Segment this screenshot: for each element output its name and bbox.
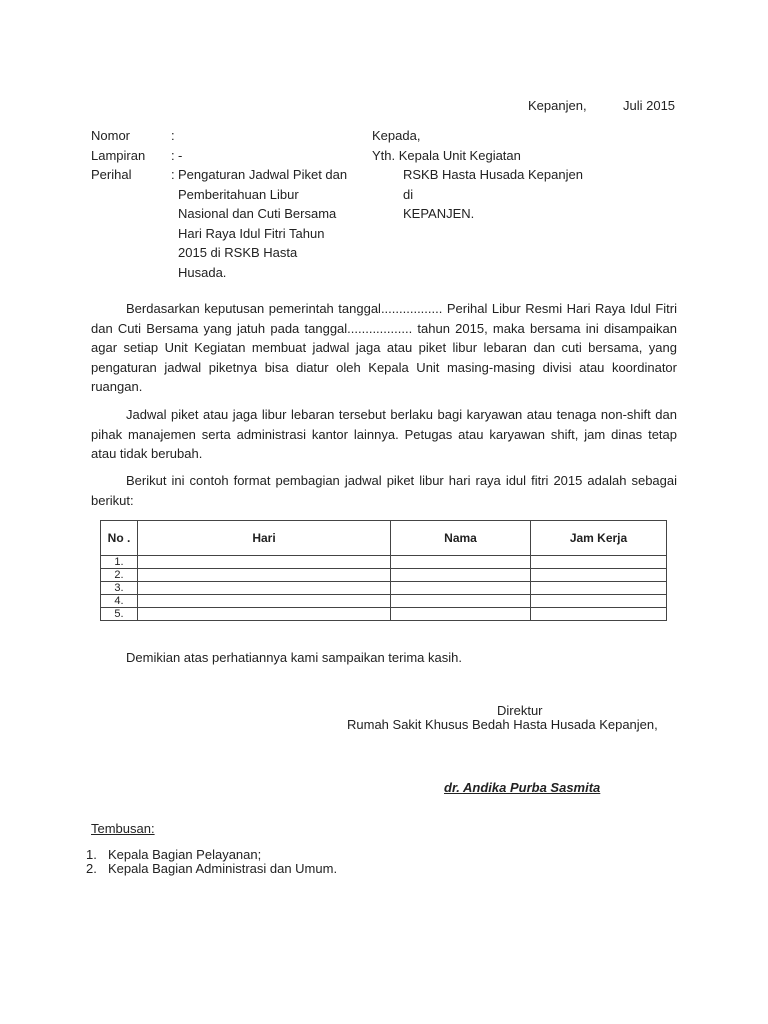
nama-cell — [391, 582, 531, 595]
hari-cell — [138, 569, 391, 582]
header-jam-kerja: Jam Kerja — [531, 521, 667, 556]
row-number: 3. — [101, 582, 138, 595]
hari-cell — [138, 595, 391, 608]
table-row — [101, 608, 667, 621]
tembusan-list — [86, 848, 337, 876]
paragraph-1: Berdasarkan keputusan pemerintah tanggal................. Perihal Libur Resmi Hari Raya Idul Fitri dan Cuti Bersama yang jatuh pada tanggal.................. tahun 2015, maka bersama ini disampaikan agar setiap Unit Kegiatan membuat jadwal jaga atau piket libur lebaran dan cuti bersama, yang pengaturan jadwal piketnya bisa diatur oleh Kepala Unit masing-masing divisi atau koordinator ruangan. — [91, 301, 677, 394]
item-number: 1. — [86, 847, 97, 862]
item-number: 2. — [86, 861, 97, 876]
lampiran-label: Lampiran — [91, 147, 146, 163]
item-text: Kepala Bagian Administrasi dan Umum. — [108, 861, 338, 876]
nama-cell — [391, 569, 531, 582]
header-no: No . — [101, 521, 138, 556]
paragraph-3: Berikut ini contoh format pembagian jadwal piket libur hari raya idul fitri 2015 adalah sebagai berikut: — [91, 473, 677, 508]
perihal-line: Pemberitahuan Libur — [178, 186, 299, 202]
header-hari: Hari — [138, 521, 391, 556]
perihal-label: Perihal — [91, 167, 132, 182]
jam-kerja-cell — [531, 556, 667, 569]
nama-cell — [391, 608, 531, 621]
jam-kerja-cell — [531, 595, 667, 608]
lampiran-value: - — [178, 147, 183, 163]
nomor-value — [178, 126, 368, 146]
list-item — [86, 848, 337, 862]
row-number: 5. — [101, 608, 138, 621]
row-number: 1. — [101, 556, 138, 569]
colon: : — [171, 128, 175, 143]
jam-kerja-cell — [531, 582, 667, 595]
row-number: 2. — [101, 569, 138, 582]
hari-cell — [138, 556, 391, 569]
table-row — [101, 595, 667, 608]
nomor-label: Nomor — [91, 128, 131, 143]
recipient-line: RSKB Hasta Husada Kepanjen — [403, 167, 583, 182]
perihal-line: Husada. — [178, 264, 227, 280]
list-item — [86, 862, 337, 876]
table-row — [101, 582, 667, 595]
signature-institution: Rumah Sakit Khusus Bedah Hasta Husada Kepanjen, — [347, 717, 658, 732]
signer-name: dr. Andika Purba Sasmita — [444, 780, 601, 795]
colon: : — [171, 147, 175, 163]
meta-values — [178, 126, 368, 282]
closing-text: Demikian atas perhatiannya kami sampaikan terima kasih. — [126, 650, 462, 665]
item-text: Kepala Bagian Pelayanan; — [108, 847, 262, 862]
recipient-line: di — [403, 186, 414, 202]
perihal-line: Pengaturan Jadwal Piket dan — [178, 167, 348, 182]
recipient-line: Yth. Kepala Unit Kegiatan — [372, 147, 521, 163]
table-row — [101, 556, 667, 569]
date: Juli 2015 — [623, 98, 676, 113]
date-line — [528, 98, 675, 113]
hari-cell — [138, 582, 391, 595]
row-number: 4. — [101, 595, 138, 608]
perihal-line: 2015 di RSKB Hasta — [178, 245, 298, 260]
colon: : — [171, 167, 175, 182]
header-nama: Nama — [391, 521, 531, 556]
jam-kerja-cell — [531, 608, 667, 621]
recipient-block — [372, 126, 672, 224]
place: Kepanjen, — [528, 98, 587, 113]
hari-cell — [138, 608, 391, 621]
table-header-row — [101, 521, 667, 556]
perihal-line: Hari Raya Idul Fitri Tahun — [178, 225, 325, 241]
jam-kerja-cell — [531, 569, 667, 582]
schedule-table — [100, 520, 667, 621]
paragraph-2: Jadwal piket atau jaga libur lebaran tersebut berlaku bagi karyawan atau tenaga non-shift dan pihak manajemen serta administrasi kantor lainnya. Petugas atau karyawan shift, jam dinas tetap atau tidak berubah. — [91, 407, 677, 461]
nama-cell — [391, 595, 531, 608]
recipient-line: KEPANJEN. — [403, 206, 475, 221]
recipient-line: Kepada, — [372, 128, 421, 143]
nama-cell — [391, 556, 531, 569]
signature-title: Direktur — [497, 703, 543, 718]
perihal-line: Nasional dan Cuti Bersama — [178, 206, 337, 221]
meta-labels — [91, 126, 171, 185]
table-row — [101, 569, 667, 582]
tembusan-title: Tembusan: — [91, 821, 155, 836]
